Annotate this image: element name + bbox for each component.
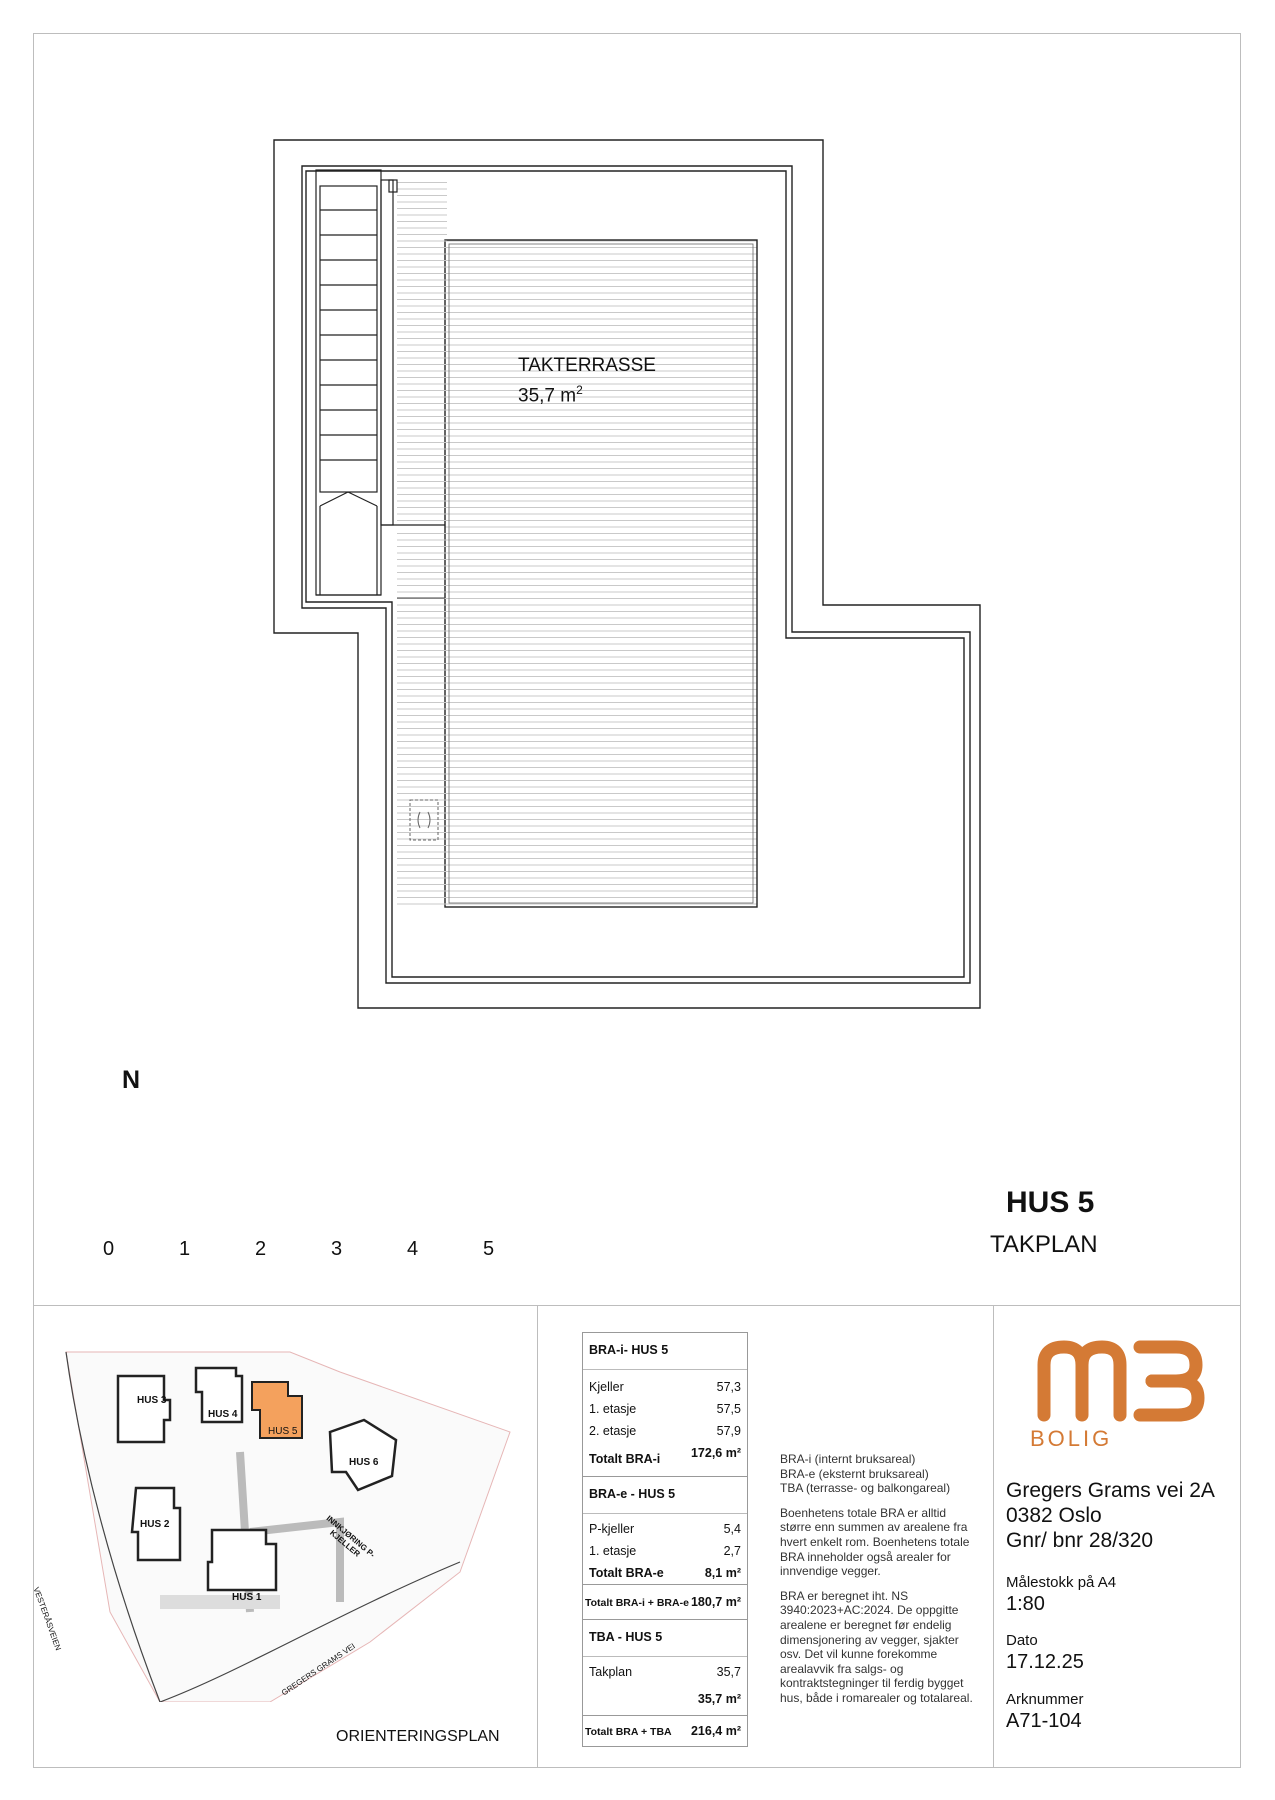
grand-total: Totalt BRA + TBA 216,4 m² xyxy=(585,1724,741,1738)
area-table xyxy=(582,1332,748,1747)
scale-tick-2: 2 xyxy=(255,1238,267,1260)
site-label-hus4: HUS 4 xyxy=(208,1409,238,1420)
address-line-1: Gregers Grams vei 2A xyxy=(1006,1479,1215,1502)
site-label-hus5: HUS 5 xyxy=(268,1426,298,1437)
scale-tick-1: 1 xyxy=(179,1238,191,1260)
plan-title: TAKPLAN xyxy=(990,1231,1098,1258)
site-label-hus2: HUS 2 xyxy=(140,1519,170,1530)
sheet-label: Arknummer xyxy=(1006,1691,1084,1708)
site-plan-title: ORIENTERINGSPLAN xyxy=(336,1728,500,1745)
date-label: Dato xyxy=(1006,1632,1038,1649)
address-line-2: 0382 Oslo xyxy=(1006,1504,1102,1527)
company-logo xyxy=(1030,1335,1210,1423)
bra-e-row: 1. etasje 2,7 xyxy=(589,1544,741,1558)
definition-bra-e: BRA-e (eksternt bruksareal) xyxy=(780,1466,929,1481)
bra-e-box xyxy=(582,1477,748,1585)
scale-info xyxy=(1006,1574,1116,1616)
road-label-west: VESTERÅSVEIEN xyxy=(31,1586,63,1652)
house-title: HUS 5 xyxy=(1006,1186,1095,1219)
bra-i-row: 2. etasje 57,9 xyxy=(589,1424,741,1438)
bra-e-total: Totalt BRA-e 8,1 m² xyxy=(589,1566,741,1580)
bra-e-row: P-kjeller 5,4 xyxy=(589,1522,741,1536)
tba-row: Takplan 35,7 xyxy=(589,1665,741,1679)
combined-total: Totalt BRA-i + BRA-e 180,7 m² xyxy=(585,1595,741,1609)
site-label-hus6: HUS 6 xyxy=(349,1457,379,1468)
bra-i-row: Kjeller 57,3 xyxy=(589,1380,741,1394)
project-address xyxy=(1006,1478,1215,1553)
room-area: 35,7 $m^2$ xyxy=(518,383,583,407)
sheet-info xyxy=(1006,1691,1084,1733)
hus-1-footprint xyxy=(208,1530,276,1590)
area-notes xyxy=(780,1452,980,1716)
bra-i-box xyxy=(582,1332,748,1477)
combined-total-box xyxy=(582,1585,748,1620)
room-name: TAKTERRASSE xyxy=(518,355,656,376)
date-info xyxy=(1006,1632,1084,1674)
bra-i-row: 1. etasje 57,5 xyxy=(589,1402,741,1416)
north-label: N xyxy=(122,1066,141,1094)
tba-header: TBA - HUS 5 xyxy=(583,1620,747,1657)
bra-i-total: Totalt BRA-i 172,6 m² xyxy=(589,1446,741,1466)
sheet-value: A71-104 xyxy=(1006,1710,1082,1732)
info-divider xyxy=(993,1305,994,1768)
scale-tick-4: 4 xyxy=(407,1238,419,1260)
scale-tick-5: 5 xyxy=(483,1238,495,1260)
date-value: 17.12.25 xyxy=(1006,1651,1084,1673)
hus-3-footprint xyxy=(118,1376,170,1442)
definition-bra-i: BRA-i (internt bruksareal) xyxy=(780,1452,916,1466)
entrance-label: INNKJØRING P-KJELLER xyxy=(324,1513,377,1560)
scale-tick-0: 0 xyxy=(103,1238,115,1260)
bra-e-header: BRA-e - HUS 5 xyxy=(583,1477,747,1514)
scale-label: Målestokk på A4 xyxy=(1006,1574,1117,1591)
title-block-divider xyxy=(33,1305,1241,1306)
scale-tick-3: 3 xyxy=(331,1238,343,1260)
site-label-hus3: HUS 3 xyxy=(137,1395,167,1406)
site-plan-divider xyxy=(537,1305,538,1768)
definition-tba: TBA (terrasse- og balkongareal) xyxy=(780,1481,951,1496)
road-label-south: GREGERS GRAMS VEI xyxy=(280,1641,357,1698)
grand-total-box xyxy=(582,1716,748,1747)
site-plan-map xyxy=(40,1312,530,1702)
site-label-hus1: HUS 1 xyxy=(232,1592,262,1603)
terrace-deck xyxy=(445,240,757,907)
tba-total: 35,7 m² xyxy=(697,1692,741,1706)
scale-value: 1:80 xyxy=(1006,1593,1045,1615)
tba-box xyxy=(582,1620,748,1716)
bra-i-header: BRA-i- HUS 5 xyxy=(583,1333,747,1370)
note-paragraph-2: BRA er beregnet iht. NS 3940:2023+AC:2024. De oppgitte arealene er beregnet før endelig dimensjonering av vegger, sjakter osv. Det vil kunne forekomme arealavvik fra salgs- og kontraktstegninger til ferdig bygget hus, både i romarealer og totalareal. xyxy=(780,1588,973,1705)
note-paragraph-1: Boenhetens totale BRA er alltid større enn summen av arealene fra hvert enkelt rom. Boenhetens totale BRA inneholder også arealer for innvendige vegger. xyxy=(780,1505,970,1579)
address-line-3: Gnr/ bnr 28/320 xyxy=(1006,1529,1154,1552)
logo-subtext: BOLIG xyxy=(1030,1426,1113,1451)
